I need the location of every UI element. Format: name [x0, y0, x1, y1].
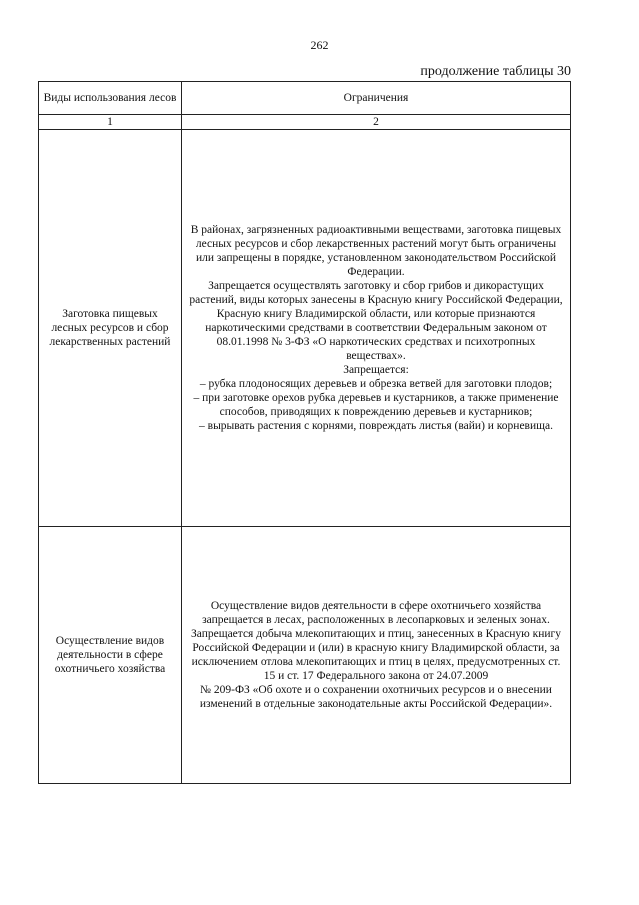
- table-row: [39, 527, 571, 784]
- restrictions-cell: [182, 130, 571, 527]
- column-number-2: 2: [182, 115, 571, 130]
- header-restrictions: Ограничения: [182, 82, 571, 115]
- page-number: 262: [310, 38, 329, 52]
- column-number-row: [39, 115, 571, 130]
- table-continuation-caption: продолжение таблицы 30: [420, 64, 571, 79]
- restriction-list-item: – рубка плодоносящих деревьев и обрезка ветвей для заготовки плодов;: [199, 378, 553, 390]
- restriction-paragraph: Запрещается осуществлять заготовку и сбор грибов и дикорастущих растений, виды которых занесены в Красную книгу Российской Федерации, Красную книгу Владимирской области, или которые признаются наркотическими средствами в соответствии Федеральным законом от 08.01.1998 № 3-ФЗ «О наркотических средствах и психотропных веществах».: [189, 280, 563, 362]
- table-header-row: [39, 82, 571, 115]
- header-forest-use-types: Виды использования лесов: [39, 82, 182, 115]
- restriction-paragraph: № 209-ФЗ «Об охоте и о сохранении охотничьих ресурсов и о внесении изменений в отдельные законодательные акты Российской Федерации».: [199, 684, 553, 710]
- restrictions-table: [38, 81, 571, 784]
- forest-use-type: Заготовка пищевых лесных ресурсов и сбор лекарственных растений: [39, 130, 182, 527]
- restrictions-cell: [182, 527, 571, 784]
- forest-use-type: Осуществление видов деятельности в сфере охотничьего хозяйства: [39, 527, 182, 784]
- restriction-paragraph: Запрещается:: [343, 364, 409, 376]
- restriction-paragraph: Запрещается добыча млекопитающих и птиц, занесенных в Красную книгу Российской Федерации и (или) в красную книгу Владимирской области, за исключением отлова млекопитающих и птиц в целях, предусмотренных ст. 15 и ст. 17 Федерального закона от 24.07.2009: [191, 628, 561, 682]
- restriction-list-item: – вырывать растения с корнями, повреждать листья (вайи) и корневища.: [199, 420, 553, 432]
- table-row: [39, 130, 571, 527]
- column-number-1: 1: [39, 115, 182, 130]
- restriction-paragraph: Осуществление видов деятельности в сфере охотничьего хозяйства запрещается в лесах, расположенных в лесопарковых и зеленых зонах.: [202, 600, 550, 626]
- restriction-paragraph: В районах, загрязненных радиоактивными веществами, заготовка пищевых лесных ресурсов и сбор лекарственных растений могут быть ограничены или запрещены в порядке, установленном законодательством Российской Федерации.: [190, 224, 562, 278]
- restriction-list-item: – при заготовке орехов рубка деревьев и кустарников, а также применение способов, приводящих к повреждению деревьев и кустарников;: [193, 392, 559, 418]
